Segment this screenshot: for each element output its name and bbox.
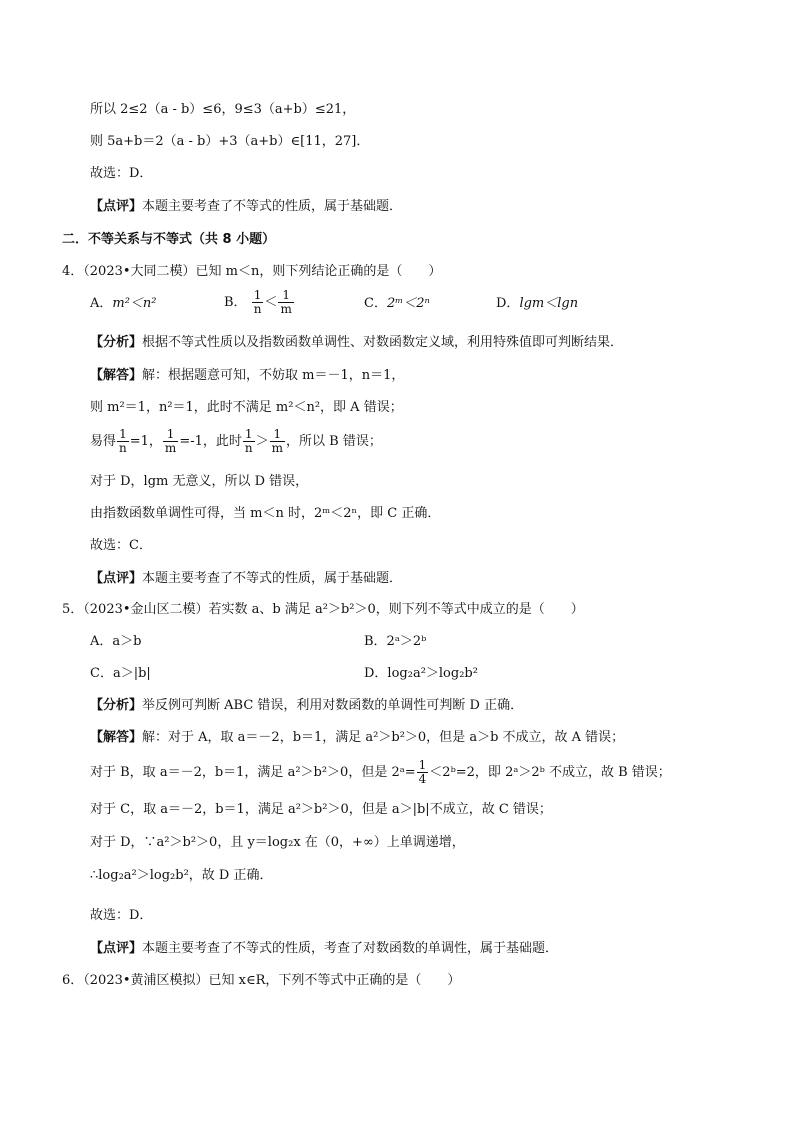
- fraction: $\frac{1}{n}$: [253, 288, 262, 316]
- fraction: $\frac{1}{m}$: [280, 288, 292, 316]
- solution-line: 对于 D，lgm 无意义，所以 D 错误，: [90, 474, 309, 489]
- option-label: B．: [224, 295, 247, 310]
- answer-text: 解：对于 A，取 a＝－2，b＝1，满足 a²＞b²＞0，但是 a＞b 不成立，故 A 错误；: [142, 730, 625, 745]
- option-label: C．: [364, 296, 387, 311]
- answer-tag: 【解答】: [90, 730, 143, 745]
- option-text: 2ᵐ＜2ⁿ: [386, 296, 430, 311]
- solution-line: 对于 D，∵a²＞b²＞0，且 y＝log₂x 在（0，+∞）上单调递增，: [90, 835, 465, 850]
- question-5-stem: 5．（2023•金山区二模）若实数 a、b 满足 a²＞b²＞0，则下列不等式中成立的是（ ）: [62, 602, 584, 617]
- fraction: $\frac{1}{n}$: [119, 427, 127, 455]
- question-4-stem: 4．（2023•大同二模）已知 m＜n，则下列结论正确的是（ ）: [62, 264, 442, 279]
- solution-line: 由指数函数单调性可得，当 m＜n 时，2ᵐ＜2ⁿ，即 C 正确．: [90, 506, 441, 521]
- option-label: D．: [496, 296, 520, 311]
- option-text: lgm＜lgn: [519, 296, 579, 311]
- solution-line: 则 5a+b＝2（a - b）+3（a+b）∈[11，27]．: [90, 134, 370, 149]
- analysis-line: [90, 697, 523, 715]
- analysis-text: 根据不等式性质以及指数函数单调性、对数函数定义域，利用特殊值即可判断结果．: [142, 335, 624, 350]
- fraction: $\frac{1}{4}$: [418, 758, 427, 786]
- review-line: [90, 570, 402, 588]
- q5-option-b: B．2ᵃ＞2ᵇ: [364, 634, 427, 649]
- solution-line: 故选：D．: [90, 908, 153, 923]
- option-text: m²＜n²: [112, 296, 157, 311]
- review-text: 本题主要考查了不等式的性质，考查了对数函数的单调性，属于基础题．: [142, 941, 559, 956]
- review-text: 本题主要考查了不等式的性质，属于基础题．: [142, 199, 403, 214]
- q4-option-c: [364, 295, 430, 313]
- review-tag: 【点评】: [90, 571, 143, 586]
- analysis-text: 举反例可判断 ABC 错误，利用对数函数的单调性可判断 D 正确．: [142, 698, 524, 713]
- q5-option-d: D．log₂a²＞log₂b²: [364, 666, 478, 681]
- option-label: A．: [90, 296, 113, 311]
- question-6-stem: 6．（2023•黄浦区模拟）已知 x∈R，下列不等式中正确的是（ ）: [62, 973, 461, 988]
- review-line: [90, 198, 402, 216]
- solution-line-fractions: 易得 $\frac{1}{n}$ =1， $\frac{1}{m}$ =-1，此时 $\frac{1}{n}$ ＞ $\frac{1}{m}$ ，所以 B 错误；: [90, 427, 382, 455]
- answer-line: [90, 367, 404, 385]
- solution-line-fraction: 对于 B，取 a＝－2，b＝1，满足 a²＞b²＞0，但是 2ᵃ= $\frac{1}{4}$ ＜2ᵇ=2，即 2ᵃ＞2ᵇ 不成立，故 B 错误；: [90, 758, 671, 786]
- solution-line: 则 m²＝1，n²＝1，此时不满足 m²＜n²，即 A 错误；: [90, 400, 403, 415]
- q5-option-c: C．a＞|b|: [90, 666, 151, 681]
- solution-line: 对于 C，取 a＝－2，b＝1，满足 a²＞b²＞0，但是 a＞|b|不成立，故 C 错误；: [90, 802, 552, 817]
- review-tag: 【点评】: [90, 199, 143, 214]
- solution-line: ∴log₂a²＞log₂b²，故 D 正确．: [90, 868, 273, 883]
- answer-tag: 【解答】: [90, 368, 143, 383]
- solution-line: 故选：D．: [90, 166, 153, 181]
- q4-option-d: [496, 295, 578, 313]
- section-title: 二．不等关系与不等式（共 8 小题）: [62, 232, 276, 247]
- q4-option-b: B． $\frac{1}{n}$ ＜ $\frac{1}{m}$: [224, 288, 292, 316]
- analysis-tag: 【分析】: [90, 698, 143, 713]
- review-line: [90, 940, 558, 958]
- review-tag: 【点评】: [90, 941, 143, 956]
- analysis-line: [90, 334, 623, 352]
- answer-text: 解：根据题意可知，不妨取 m＝－1，n＝1，: [142, 368, 405, 383]
- fraction: $\frac{1}{n}$: [244, 427, 253, 455]
- fraction: $\frac{1}{m}$: [164, 427, 177, 455]
- q5-option-a: A．a＞b: [90, 634, 142, 649]
- answer-line: [90, 729, 624, 747]
- fraction: $\frac{1}{m}$: [271, 427, 284, 455]
- solution-line: 所以 2≤2（a - b）≤6，9≤3（a+b）≤21，: [90, 102, 356, 117]
- q4-option-a: [90, 295, 157, 313]
- solution-line: 故选：C．: [90, 538, 152, 553]
- review-text: 本题主要考查了不等式的性质，属于基础题．: [142, 571, 403, 586]
- analysis-tag: 【分析】: [90, 335, 143, 350]
